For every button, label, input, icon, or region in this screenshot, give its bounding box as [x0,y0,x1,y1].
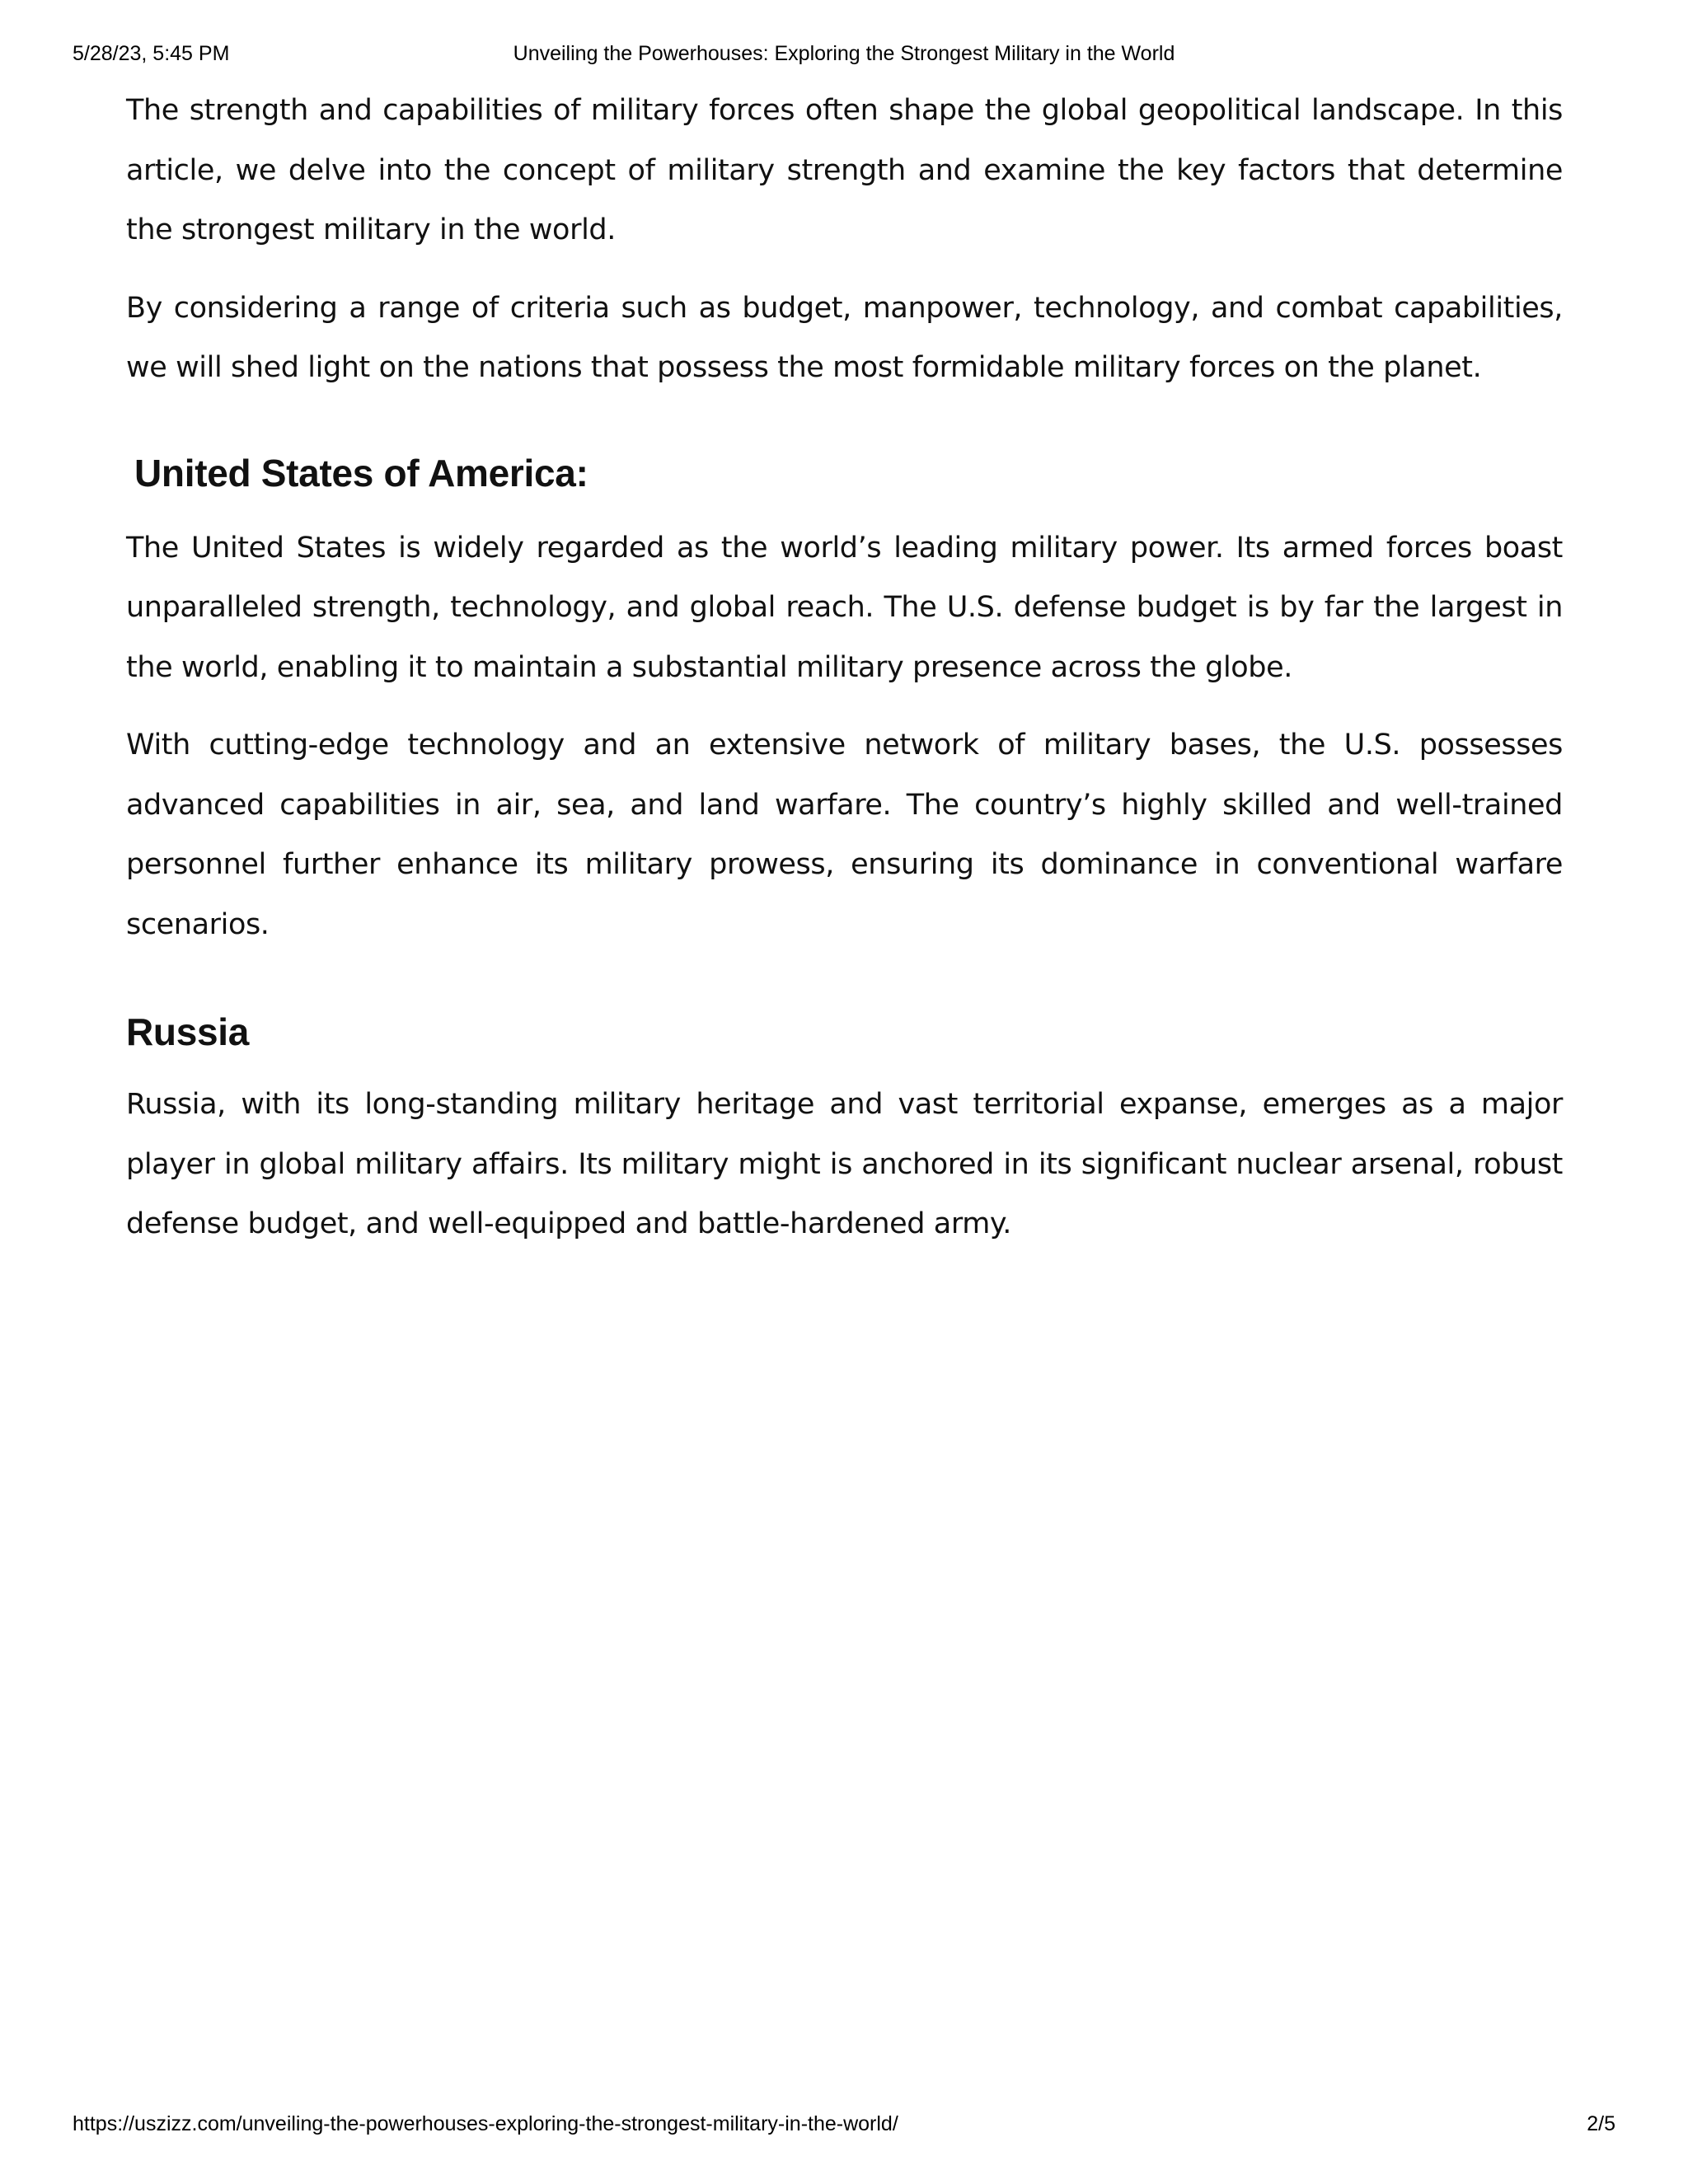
print-footer [73,2110,1615,2138]
section-paragraph: The United States is widely regarded as the world’s leading military power. Its armed forces boast unparalleled strength, technology, and global reach. The U.S. defense budget is by far the largest in the world, enabling it to maintain a substantial military presence across the globe. [126,531,1563,684]
page-number: 2/5 [1587,2112,1615,2135]
page-title: Unveiling the Powerhouses: Exploring the Strongest Military in the World [513,42,1175,65]
print-date: 5/28/23, 5:45 PM [73,42,230,65]
section-heading-russia: Russia [126,1010,250,1053]
article-body [126,81,1563,1272]
intro-paragraph: By considering a range of criteria such as budget, manpower, technology, and combat capabilities, we will shed light on the nations that possess the most formidable military forces on the planet. [126,291,1563,384]
section-heading-usa: United States of America: [134,451,588,494]
print-header [73,40,1615,68]
intro-paragraph: The strength and capabilities of military forces often shape the global geopolitical landscape. In this article, we delve into the concept of military strength and examine the key factors that determine the strongest military in the world. [126,94,1563,246]
section-paragraph: Russia, with its long-standing military heritage and vast territorial expanse, emerges as a major player in global military affairs. Its military might is anchored in its significant nuclear arsenal, robust defense budget, and well-equipped and battle-hardened army. [126,1088,1563,1240]
section-paragraph: With cutting-edge technology and an extensive network of military bases, the U.S. possesses advanced capabilities in air, sea, and land warfare. The country’s highly skilled and well-trained personnel further enhance its military prowess, ensuring its dominance in conventional warfare scenarios. [126,729,1563,941]
page-url[interactable]: https://uszizz.com/unveiling-the-powerhouses-exploring-the-strongest-military-in-the-world/ [73,2112,898,2135]
